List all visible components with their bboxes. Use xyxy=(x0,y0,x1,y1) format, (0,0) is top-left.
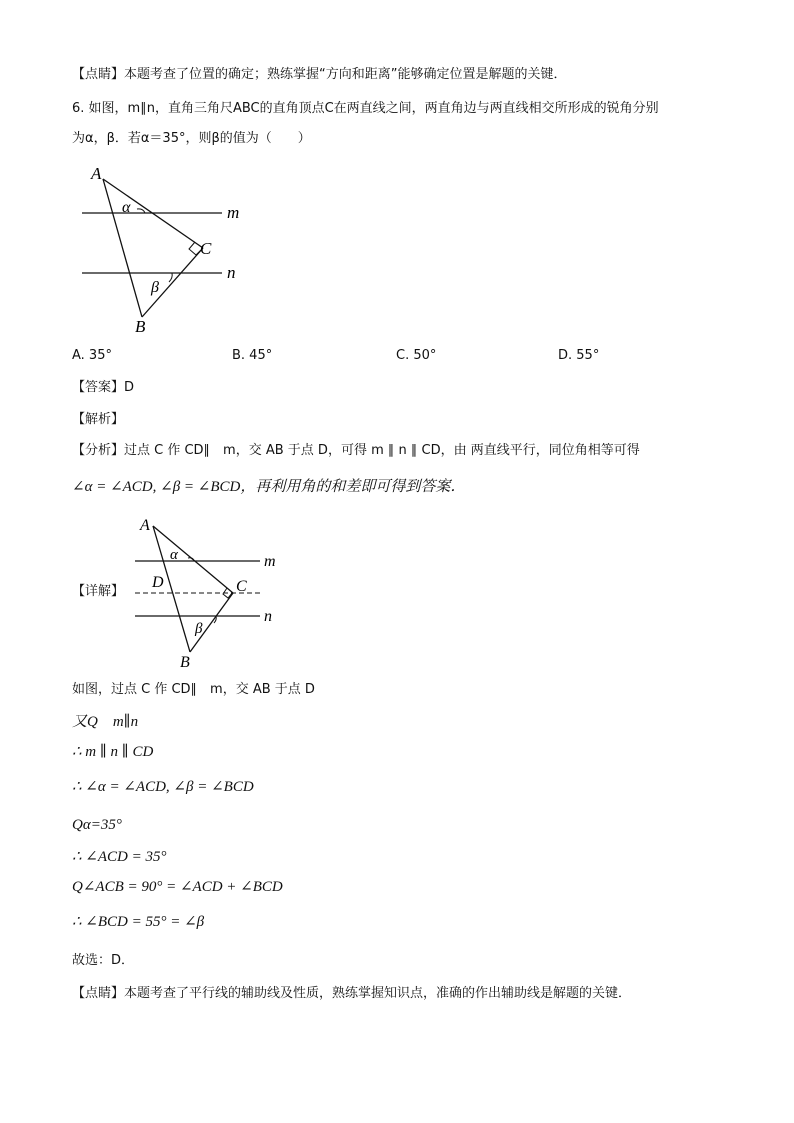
label-m: m xyxy=(227,203,240,222)
answer: 【答案】D xyxy=(72,380,135,395)
label-c: C xyxy=(236,578,247,595)
step-4: ∴ ∠α = ∠ACD, ∠β = ∠BCD xyxy=(72,779,254,795)
step-1: 如图，过点 C 作 CD∥ m，交 AB 于点 D xyxy=(72,682,315,697)
label-b: B xyxy=(135,317,146,336)
label-beta: β xyxy=(195,621,203,637)
final-comment: 【点睛】本题考查了平行线的辅助线及性质，熟练掌握知识点，准确的作出辅助线是解题的关键． xyxy=(72,986,632,1001)
step-7: Q∠ACB = 90° = ∠ACD + ∠BCD xyxy=(72,879,283,895)
label-b: B xyxy=(180,654,190,671)
label-d: D xyxy=(152,574,164,591)
question-line-2: 为α，β．若α＝35°，则β的值为（ ） xyxy=(72,131,311,146)
step-8: ∴ ∠BCD = 55° = ∠β xyxy=(72,914,205,930)
label-alpha: α xyxy=(122,199,131,216)
option-b: B. 45° xyxy=(232,348,273,363)
label-c: C xyxy=(200,239,212,258)
label-beta: β xyxy=(151,279,159,296)
step-6: ∴ ∠ACD = 35° xyxy=(72,849,167,865)
analysis-header: 【解析】 xyxy=(72,412,125,427)
label-a: A xyxy=(140,517,150,534)
option-a: A. 35° xyxy=(72,348,112,363)
beta-arc xyxy=(169,273,172,282)
label-m: m xyxy=(264,553,276,570)
detail-label: 【详解】 xyxy=(72,584,125,599)
label-n: n xyxy=(227,263,236,282)
analysis-line-1: 【分析】过点 C 作 CD∥ m，交 AB 于点 D，可得 m ∥ n ∥ CD，由 两直线平行，同位角相等可得 xyxy=(72,443,640,458)
step-5: Qα=35° xyxy=(72,817,122,833)
step-2: 又Q m∥n xyxy=(72,714,139,730)
question-figure xyxy=(70,160,270,340)
label-n: n xyxy=(264,608,272,625)
option-c: C. 50° xyxy=(396,348,437,363)
label-alpha: α xyxy=(170,547,178,563)
label-a: A xyxy=(91,164,102,183)
analysis-line-2: ∠α = ∠ACD, ∠β = ∠BCD，再利用角的和差即可得到答案． xyxy=(72,479,466,495)
question-line-1: 6. 如图，m∥n，直角三角尺ABC的直角顶点C在两直线之间，两直角边与两直线相交所形成的锐角分别 xyxy=(72,101,659,116)
step-9: 故选：D． xyxy=(72,953,135,968)
solution-figure xyxy=(130,512,290,672)
previous-comment: 【点睛】本题考查了位置的确定；熟练掌握“方向和距离”能够确定位置是解题的关键． xyxy=(72,67,567,82)
option-d: D. 55° xyxy=(558,348,600,363)
step-3: ∴ m ∥ n ∥ CD xyxy=(72,744,154,760)
